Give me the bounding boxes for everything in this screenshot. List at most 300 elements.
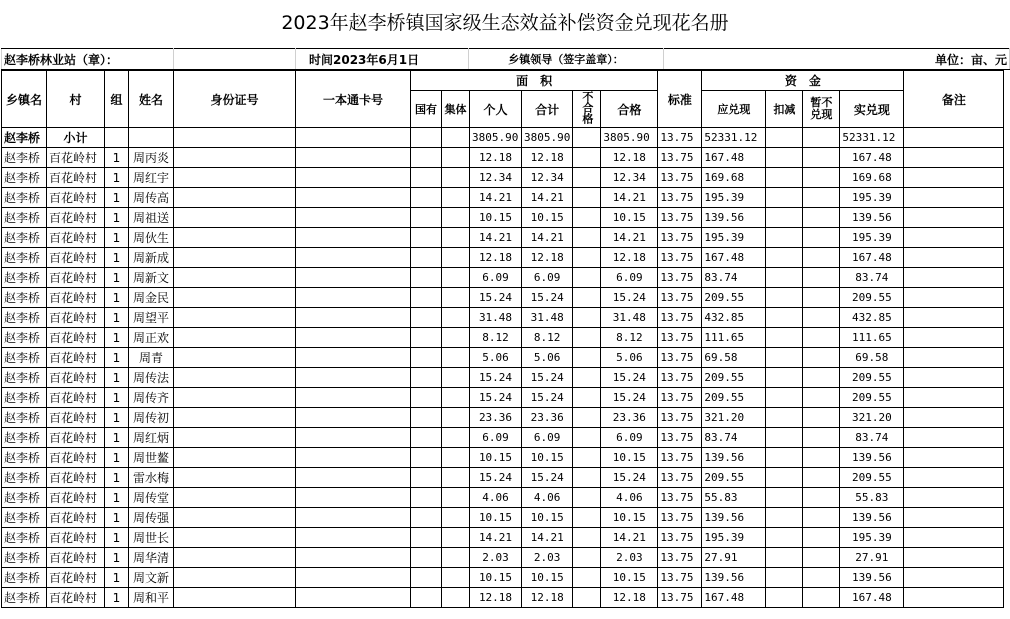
suspended-cell[interactable] [803, 388, 840, 408]
id-number-cell[interactable] [174, 288, 296, 308]
personal-area-cell[interactable]: 31.48 [470, 308, 522, 328]
unqualified-cell[interactable] [573, 368, 601, 388]
name-cell[interactable]: 周伙生 [129, 228, 174, 248]
qualified-area-cell[interactable]: 12.18 [601, 588, 658, 608]
total-area-cell[interactable]: 8.12 [522, 328, 573, 348]
name-cell[interactable]: 周丙炎 [129, 148, 174, 168]
village-cell[interactable]: 百花岭村 [47, 328, 105, 348]
town-cell[interactable]: 赵李桥 [2, 468, 47, 488]
group-cell[interactable]: 1 [105, 428, 129, 448]
id-number-cell[interactable] [174, 208, 296, 228]
state-owned-cell[interactable] [411, 368, 442, 388]
group-cell[interactable]: 1 [105, 288, 129, 308]
suspended-cell[interactable] [803, 588, 840, 608]
unqualified-cell[interactable] [573, 568, 601, 588]
unqualified-cell[interactable] [573, 408, 601, 428]
payable-cell[interactable]: 195.39 [702, 188, 766, 208]
total-area-cell[interactable]: 31.48 [522, 308, 573, 328]
group-cell[interactable]: 1 [105, 148, 129, 168]
standard-cell[interactable]: 13.75 [658, 288, 702, 308]
suspended-cell[interactable] [803, 568, 840, 588]
standard-cell[interactable]: 13.75 [658, 388, 702, 408]
name-cell[interactable]: 雷水梅 [129, 468, 174, 488]
town-cell[interactable]: 赵李桥 [2, 328, 47, 348]
group-cell[interactable]: 1 [105, 528, 129, 548]
card-number-cell[interactable] [296, 368, 411, 388]
name-cell[interactable]: 周望平 [129, 308, 174, 328]
id-number-cell[interactable] [174, 328, 296, 348]
unqualified-cell[interactable] [573, 528, 601, 548]
name-cell[interactable]: 周文新 [129, 568, 174, 588]
town-cell[interactable]: 赵李桥 [2, 248, 47, 268]
remarks-cell[interactable] [904, 428, 1004, 448]
card-number-cell[interactable] [296, 488, 411, 508]
unqualified-cell[interactable] [573, 288, 601, 308]
id-number-cell[interactable] [174, 528, 296, 548]
personal-area-cell[interactable]: 12.34 [470, 168, 522, 188]
remarks-cell[interactable] [904, 268, 1004, 288]
village-cell[interactable]: 百花岭村 [47, 588, 105, 608]
id-number-cell[interactable] [174, 588, 296, 608]
payable-cell[interactable]: 167.48 [702, 148, 766, 168]
village-cell[interactable]: 百花岭村 [47, 388, 105, 408]
total-area-cell[interactable]: 14.21 [522, 528, 573, 548]
group-cell[interactable]: 1 [105, 328, 129, 348]
deduction-cell[interactable] [766, 548, 803, 568]
name-cell[interactable]: 周新成 [129, 248, 174, 268]
station-label[interactable]: 赵李桥林业站（章）： [2, 49, 174, 70]
subtotal-total[interactable]: 3805.90 [522, 128, 573, 148]
actual-cell[interactable]: 169.68 [840, 168, 904, 188]
deduction-cell[interactable] [766, 528, 803, 548]
town-cell[interactable]: 赵李桥 [2, 488, 47, 508]
payable-cell[interactable]: 209.55 [702, 368, 766, 388]
remarks-cell[interactable] [904, 508, 1004, 528]
state-owned-cell[interactable] [411, 348, 442, 368]
name-cell[interactable]: 周青 [129, 348, 174, 368]
card-number-cell[interactable] [296, 248, 411, 268]
suspended-cell[interactable] [803, 168, 840, 188]
payable-cell[interactable]: 69.58 [702, 348, 766, 368]
id-number-cell[interactable] [174, 188, 296, 208]
actual-cell[interactable]: 139.56 [840, 208, 904, 228]
standard-cell[interactable]: 13.75 [658, 368, 702, 388]
subtotal-suspended[interactable] [803, 128, 840, 148]
subtotal-qualified[interactable]: 3805.90 [601, 128, 658, 148]
qualified-area-cell[interactable]: 12.18 [601, 248, 658, 268]
village-cell[interactable]: 百花岭村 [47, 248, 105, 268]
payable-cell[interactable]: 167.48 [702, 588, 766, 608]
unqualified-cell[interactable] [573, 588, 601, 608]
group-cell[interactable]: 1 [105, 168, 129, 188]
deduction-cell[interactable] [766, 448, 803, 468]
collective-cell[interactable] [442, 388, 470, 408]
standard-cell[interactable]: 13.75 [658, 468, 702, 488]
suspended-cell[interactable] [803, 408, 840, 428]
id-number-cell[interactable] [174, 388, 296, 408]
subtotal-collective[interactable] [442, 128, 470, 148]
subtotal-town[interactable]: 赵李桥 [2, 128, 47, 148]
unqualified-cell[interactable] [573, 428, 601, 448]
personal-area-cell[interactable]: 12.18 [470, 248, 522, 268]
qualified-area-cell[interactable]: 2.03 [601, 548, 658, 568]
actual-cell[interactable]: 111.65 [840, 328, 904, 348]
qualified-area-cell[interactable]: 8.12 [601, 328, 658, 348]
unqualified-cell[interactable] [573, 488, 601, 508]
name-cell[interactable]: 周传强 [129, 508, 174, 528]
standard-cell[interactable]: 13.75 [658, 308, 702, 328]
subtotal-group[interactable] [105, 128, 129, 148]
remarks-cell[interactable] [904, 168, 1004, 188]
actual-cell[interactable]: 209.55 [840, 368, 904, 388]
suspended-cell[interactable] [803, 248, 840, 268]
id-number-cell[interactable] [174, 228, 296, 248]
personal-area-cell[interactable]: 14.21 [470, 188, 522, 208]
group-cell[interactable]: 1 [105, 448, 129, 468]
town-cell[interactable]: 赵李桥 [2, 228, 47, 248]
collective-cell[interactable] [442, 208, 470, 228]
group-cell[interactable]: 1 [105, 408, 129, 428]
group-cell[interactable]: 1 [105, 188, 129, 208]
town-cell[interactable]: 赵李桥 [2, 508, 47, 528]
suspended-cell[interactable] [803, 228, 840, 248]
payable-cell[interactable]: 83.74 [702, 268, 766, 288]
town-cell[interactable]: 赵李桥 [2, 388, 47, 408]
state-owned-cell[interactable] [411, 328, 442, 348]
suspended-cell[interactable] [803, 368, 840, 388]
payable-cell[interactable]: 167.48 [702, 248, 766, 268]
name-cell[interactable]: 周世长 [129, 528, 174, 548]
personal-area-cell[interactable]: 6.09 [470, 428, 522, 448]
unqualified-cell[interactable] [573, 228, 601, 248]
collective-cell[interactable] [442, 168, 470, 188]
remarks-cell[interactable] [904, 388, 1004, 408]
total-area-cell[interactable]: 12.18 [522, 148, 573, 168]
suspended-cell[interactable] [803, 268, 840, 288]
id-number-cell[interactable] [174, 468, 296, 488]
village-cell[interactable]: 百花岭村 [47, 348, 105, 368]
village-cell[interactable]: 百花岭村 [47, 488, 105, 508]
total-area-cell[interactable]: 12.34 [522, 168, 573, 188]
subtotal-name[interactable] [129, 128, 174, 148]
qualified-area-cell[interactable]: 6.09 [601, 428, 658, 448]
subtotal-standard[interactable]: 13.75 [658, 128, 702, 148]
name-cell[interactable]: 周金民 [129, 288, 174, 308]
group-cell[interactable]: 1 [105, 228, 129, 248]
total-area-cell[interactable]: 23.36 [522, 408, 573, 428]
standard-cell[interactable]: 13.75 [658, 248, 702, 268]
deduction-cell[interactable] [766, 248, 803, 268]
subtotal-deduction[interactable] [766, 128, 803, 148]
remarks-cell[interactable] [904, 548, 1004, 568]
town-cell[interactable]: 赵李桥 [2, 148, 47, 168]
deduction-cell[interactable] [766, 368, 803, 388]
remarks-cell[interactable] [904, 188, 1004, 208]
payable-cell[interactable]: 209.55 [702, 388, 766, 408]
standard-cell[interactable]: 13.75 [658, 408, 702, 428]
deduction-cell[interactable] [766, 488, 803, 508]
collective-cell[interactable] [442, 588, 470, 608]
unqualified-cell[interactable] [573, 168, 601, 188]
deduction-cell[interactable] [766, 388, 803, 408]
personal-area-cell[interactable]: 10.15 [470, 508, 522, 528]
total-area-cell[interactable]: 15.24 [522, 468, 573, 488]
actual-cell[interactable]: 167.48 [840, 148, 904, 168]
standard-cell[interactable]: 13.75 [658, 548, 702, 568]
collective-cell[interactable] [442, 268, 470, 288]
town-cell[interactable]: 赵李桥 [2, 588, 47, 608]
name-cell[interactable]: 周新文 [129, 268, 174, 288]
village-cell[interactable]: 百花岭村 [47, 148, 105, 168]
group-cell[interactable]: 1 [105, 248, 129, 268]
actual-cell[interactable]: 432.85 [840, 308, 904, 328]
village-cell[interactable]: 百花岭村 [47, 288, 105, 308]
card-number-cell[interactable] [296, 348, 411, 368]
unit-label[interactable]: 单位：亩、元 [664, 49, 1010, 70]
id-number-cell[interactable] [174, 348, 296, 368]
unqualified-cell[interactable] [573, 308, 601, 328]
payable-cell[interactable]: 209.55 [702, 288, 766, 308]
payable-cell[interactable]: 55.83 [702, 488, 766, 508]
suspended-cell[interactable] [803, 468, 840, 488]
collective-cell[interactable] [442, 448, 470, 468]
personal-area-cell[interactable]: 15.24 [470, 388, 522, 408]
remarks-cell[interactable] [904, 228, 1004, 248]
village-cell[interactable]: 百花岭村 [47, 568, 105, 588]
standard-cell[interactable]: 13.75 [658, 428, 702, 448]
total-area-cell[interactable]: 10.15 [522, 208, 573, 228]
id-number-cell[interactable] [174, 568, 296, 588]
name-cell[interactable]: 周正欢 [129, 328, 174, 348]
town-cell[interactable]: 赵李桥 [2, 368, 47, 388]
total-area-cell[interactable]: 15.24 [522, 388, 573, 408]
personal-area-cell[interactable]: 14.21 [470, 228, 522, 248]
qualified-area-cell[interactable]: 31.48 [601, 308, 658, 328]
collective-cell[interactable] [442, 428, 470, 448]
payable-cell[interactable]: 432.85 [702, 308, 766, 328]
unqualified-cell[interactable] [573, 188, 601, 208]
name-cell[interactable]: 周传齐 [129, 388, 174, 408]
village-cell[interactable]: 百花岭村 [47, 268, 105, 288]
remarks-cell[interactable] [904, 528, 1004, 548]
subtotal-state-owned[interactable] [411, 128, 442, 148]
qualified-area-cell[interactable]: 5.06 [601, 348, 658, 368]
deduction-cell[interactable] [766, 588, 803, 608]
suspended-cell[interactable] [803, 348, 840, 368]
card-number-cell[interactable] [296, 168, 411, 188]
actual-cell[interactable]: 209.55 [840, 288, 904, 308]
group-cell[interactable]: 1 [105, 468, 129, 488]
collective-cell[interactable] [442, 328, 470, 348]
card-number-cell[interactable] [296, 228, 411, 248]
personal-area-cell[interactable]: 23.36 [470, 408, 522, 428]
state-owned-cell[interactable] [411, 268, 442, 288]
village-cell[interactable]: 百花岭村 [47, 428, 105, 448]
personal-area-cell[interactable]: 8.12 [470, 328, 522, 348]
collective-cell[interactable] [442, 508, 470, 528]
remarks-cell[interactable] [904, 488, 1004, 508]
qualified-area-cell[interactable]: 12.34 [601, 168, 658, 188]
card-number-cell[interactable] [296, 308, 411, 328]
standard-cell[interactable]: 13.75 [658, 588, 702, 608]
village-cell[interactable]: 百花岭村 [47, 228, 105, 248]
id-number-cell[interactable] [174, 368, 296, 388]
personal-area-cell[interactable]: 14.21 [470, 528, 522, 548]
unqualified-cell[interactable] [573, 348, 601, 368]
group-cell[interactable]: 1 [105, 508, 129, 528]
total-area-cell[interactable]: 6.09 [522, 428, 573, 448]
card-number-cell[interactable] [296, 288, 411, 308]
total-area-cell[interactable]: 10.15 [522, 448, 573, 468]
total-area-cell[interactable]: 12.18 [522, 588, 573, 608]
state-owned-cell[interactable] [411, 308, 442, 328]
town-cell[interactable]: 赵李桥 [2, 308, 47, 328]
name-cell[interactable]: 周传初 [129, 408, 174, 428]
deduction-cell[interactable] [766, 348, 803, 368]
payable-cell[interactable]: 139.56 [702, 508, 766, 528]
group-cell[interactable]: 1 [105, 348, 129, 368]
standard-cell[interactable]: 13.75 [658, 508, 702, 528]
name-cell[interactable]: 周传堂 [129, 488, 174, 508]
village-cell[interactable]: 百花岭村 [47, 468, 105, 488]
deduction-cell[interactable] [766, 288, 803, 308]
card-number-cell[interactable] [296, 528, 411, 548]
actual-cell[interactable]: 321.20 [840, 408, 904, 428]
remarks-cell[interactable] [904, 208, 1004, 228]
personal-area-cell[interactable]: 2.03 [470, 548, 522, 568]
actual-cell[interactable]: 167.48 [840, 248, 904, 268]
village-cell[interactable]: 百花岭村 [47, 548, 105, 568]
suspended-cell[interactable] [803, 308, 840, 328]
qualified-area-cell[interactable]: 15.24 [601, 468, 658, 488]
collective-cell[interactable] [442, 468, 470, 488]
card-number-cell[interactable] [296, 588, 411, 608]
card-number-cell[interactable] [296, 388, 411, 408]
village-cell[interactable]: 百花岭村 [47, 208, 105, 228]
remarks-cell[interactable] [904, 288, 1004, 308]
group-cell[interactable]: 1 [105, 388, 129, 408]
collective-cell[interactable] [442, 488, 470, 508]
id-number-cell[interactable] [174, 168, 296, 188]
unqualified-cell[interactable] [573, 548, 601, 568]
collective-cell[interactable] [442, 348, 470, 368]
unqualified-cell[interactable] [573, 448, 601, 468]
payable-cell[interactable]: 139.56 [702, 448, 766, 468]
remarks-cell[interactable] [904, 328, 1004, 348]
name-cell[interactable]: 周红宇 [129, 168, 174, 188]
village-cell[interactable]: 百花岭村 [47, 528, 105, 548]
qualified-area-cell[interactable]: 15.24 [601, 288, 658, 308]
total-area-cell[interactable]: 15.24 [522, 288, 573, 308]
state-owned-cell[interactable] [411, 468, 442, 488]
card-number-cell[interactable] [296, 328, 411, 348]
group-cell[interactable]: 1 [105, 368, 129, 388]
unqualified-cell[interactable] [573, 248, 601, 268]
state-owned-cell[interactable] [411, 588, 442, 608]
card-number-cell[interactable] [296, 448, 411, 468]
collective-cell[interactable] [442, 148, 470, 168]
qualified-area-cell[interactable]: 10.15 [601, 208, 658, 228]
id-number-cell[interactable] [174, 428, 296, 448]
collective-cell[interactable] [442, 248, 470, 268]
town-cell[interactable]: 赵李桥 [2, 408, 47, 428]
subtotal-label[interactable]: 小计 [47, 128, 105, 148]
actual-cell[interactable]: 69.58 [840, 348, 904, 368]
total-area-cell[interactable]: 10.15 [522, 568, 573, 588]
state-owned-cell[interactable] [411, 408, 442, 428]
remarks-cell[interactable] [904, 408, 1004, 428]
state-owned-cell[interactable] [411, 168, 442, 188]
total-area-cell[interactable]: 12.18 [522, 248, 573, 268]
personal-area-cell[interactable]: 15.24 [470, 468, 522, 488]
deduction-cell[interactable] [766, 508, 803, 528]
id-number-cell[interactable] [174, 308, 296, 328]
village-cell[interactable]: 百花岭村 [47, 368, 105, 388]
actual-cell[interactable]: 209.55 [840, 388, 904, 408]
standard-cell[interactable]: 13.75 [658, 568, 702, 588]
personal-area-cell[interactable]: 10.15 [470, 568, 522, 588]
state-owned-cell[interactable] [411, 288, 442, 308]
standard-cell[interactable]: 13.75 [658, 448, 702, 468]
payable-cell[interactable]: 321.20 [702, 408, 766, 428]
state-owned-cell[interactable] [411, 548, 442, 568]
collective-cell[interactable] [442, 188, 470, 208]
village-cell[interactable]: 百花岭村 [47, 448, 105, 468]
subtotal-personal[interactable]: 3805.90 [470, 128, 522, 148]
total-area-cell[interactable]: 14.21 [522, 188, 573, 208]
qualified-area-cell[interactable]: 14.21 [601, 188, 658, 208]
standard-cell[interactable]: 13.75 [658, 488, 702, 508]
personal-area-cell[interactable]: 10.15 [470, 448, 522, 468]
card-number-cell[interactable] [296, 148, 411, 168]
state-owned-cell[interactable] [411, 488, 442, 508]
unqualified-cell[interactable] [573, 148, 601, 168]
card-number-cell[interactable] [296, 508, 411, 528]
actual-cell[interactable]: 139.56 [840, 568, 904, 588]
id-number-cell[interactable] [174, 148, 296, 168]
remarks-cell[interactable] [904, 308, 1004, 328]
state-owned-cell[interactable] [411, 228, 442, 248]
payable-cell[interactable]: 27.91 [702, 548, 766, 568]
state-owned-cell[interactable] [411, 248, 442, 268]
suspended-cell[interactable] [803, 188, 840, 208]
card-number-cell[interactable] [296, 548, 411, 568]
card-number-cell[interactable] [296, 408, 411, 428]
total-area-cell[interactable]: 6.09 [522, 268, 573, 288]
actual-cell[interactable]: 167.48 [840, 588, 904, 608]
suspended-cell[interactable] [803, 448, 840, 468]
deduction-cell[interactable] [766, 308, 803, 328]
suspended-cell[interactable] [803, 208, 840, 228]
suspended-cell[interactable] [803, 148, 840, 168]
actual-cell[interactable]: 83.74 [840, 268, 904, 288]
personal-area-cell[interactable]: 15.24 [470, 368, 522, 388]
total-area-cell[interactable]: 10.15 [522, 508, 573, 528]
town-cell[interactable]: 赵李桥 [2, 208, 47, 228]
qualified-area-cell[interactable]: 12.18 [601, 148, 658, 168]
deduction-cell[interactable] [766, 408, 803, 428]
group-cell[interactable]: 1 [105, 208, 129, 228]
deduction-cell[interactable] [766, 168, 803, 188]
state-owned-cell[interactable] [411, 528, 442, 548]
collective-cell[interactable] [442, 308, 470, 328]
payable-cell[interactable]: 83.74 [702, 428, 766, 448]
personal-area-cell[interactable]: 15.24 [470, 288, 522, 308]
subtotal-actual[interactable]: 52331.12 [840, 128, 904, 148]
total-area-cell[interactable]: 4.06 [522, 488, 573, 508]
standard-cell[interactable]: 13.75 [658, 228, 702, 248]
town-cell[interactable]: 赵李桥 [2, 568, 47, 588]
